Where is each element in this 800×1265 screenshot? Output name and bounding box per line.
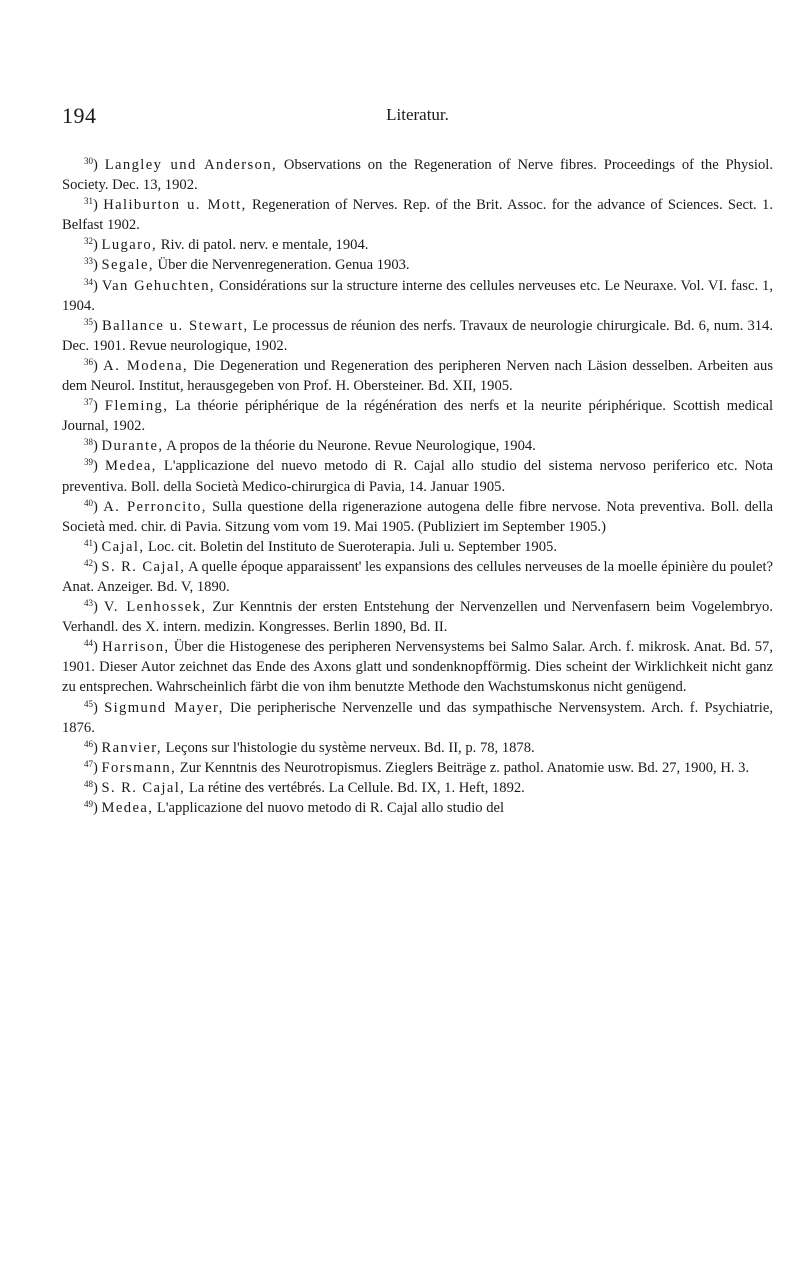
reference-text: La théorie périphérique de la régénération des nerfs et la neurite périphérique. Scottish medical Journal, 1902. (62, 398, 773, 435)
reference-item: $^{36}$) A. Modena, Die Degeneration und Regeneration des peripheren Nerven nach Läsion desselben. Arbeiten aus dem Neurol. Institut, herausgegeben von Prof. H. Obersteiner. Bd. XII, 1905. (62, 356, 774, 395)
reference-number: 41 (84, 537, 93, 548)
reference-item: $^{48}$) S. R. Cajal, La rétine des vertébrés. La Cellule. Bd. IX, 1. Heft, 1892. (84, 778, 525, 796)
reference-item: $^{33}$) Segale, Über die Nervenregeneration. Genua 1903. (84, 256, 410, 274)
reference-text: Le processus de réunion des nerfs. Travaux de neurologie chirurgicale. Bd. 6, num. 314. Dec. 1901. Revue neurologique, 1902. (62, 317, 773, 354)
reference-item: $^{38}$) Durante, A propos de la théorie du Neurone. Revue Neurologique, 1904. (84, 437, 536, 455)
reference-author: Langley und Anderson, (104, 157, 278, 173)
reference-number: 38 (84, 437, 93, 448)
reference-author: Van Gehuchten, (101, 277, 215, 294)
page-header (62, 103, 773, 131)
reference-number: 48 (84, 778, 93, 789)
reference-item: $^{44}$) Harrison, Über die Histogenese des peripheren Nervensystems bei Salmo Salar. Arch. f. mikrosk. Anat. Bd. 57, 1901. Dieser Autor zeichnet das Ende des Axons glatt und sondenknopfförmig. Dies scheint der Wirklichkeit nicht ganz zu entsprechen. Wahrscheinlich färbt die von ihm benutzte Methode den Wachstumskonus nicht genügend. (62, 638, 773, 696)
reference-author: Ranvier, (101, 739, 162, 756)
reference-author: Durante, (101, 438, 164, 455)
reference-item: $^{49}$) Medea, L'applicazione del nuovo metodo di R. Cajal allo studio del (84, 799, 505, 816)
reference-author: Medea, (105, 458, 157, 475)
reference-author: Medea, (101, 800, 154, 816)
reference-text: L'applicazione del nuovo metodo di R. Cajal allo studio del (153, 800, 505, 816)
reference-item: $^{40}$) A. Perroncito, Sulla questione della rigenerazione autogena delle fibre nervose. Nota preventiva. Boll. della Società med. chir. di Pavia. Sitzung vom vom 19. Mai 1905. (Publiziert im September 1905.) (62, 497, 773, 535)
reference-text: Zur Kenntnis des Neurotropismus. Zieglers Beiträge z. pathol. Anatomie usw. Bd. 27, 1900, H. 3. (176, 759, 750, 776)
reference-text: La rétine des vertébrés. La Cellule. Bd. IX, 1. Heft, 1892. (185, 779, 525, 796)
reference-text: Über die Nervenregeneration. Genua 1903. (153, 257, 410, 274)
reference-text: Loc. cit. Boletin del Instituto de Sueroterapia. Juli u. September 1905. (144, 538, 557, 555)
reference-number: 30 (84, 156, 93, 166)
reference-text: A quelle époque apparaissent' les expansions des cellules nerveuses de la moelle épinière du poulet? Anat. Anzeiger. Bd. V, 1890. (62, 558, 773, 595)
reference-text: Sulla questione della rigenerazione autogena delle fibre nervose. Nota preventiva. Boll. della Società med. chir. di Pavia. Sitzung vom vom 19. Mai 1905. (Publiziert im September 1905.) (62, 498, 773, 535)
reference-number: 47 (84, 758, 93, 769)
reference-author: A. Modena, (103, 357, 189, 374)
reference-text: Considérations sur la structure interne des cellules nerveuses etc. Le Neuraxe. Vol. VI. fasc. 1, 1904. (62, 277, 774, 314)
reference-author: Harrison, (102, 639, 170, 656)
running-title: Literatur. (386, 105, 449, 124)
reference-list (62, 155, 773, 818)
reference-text: L'applicazione del nuevo metodo di R. Cajal allo studio del sistema nervoso periferico etc. Nota preventiva. Boll. della Società Medico-chirurgica di Pavia, 14. Januar 1905. (62, 458, 773, 495)
reference-text: Regeneration of Nerves. Rep. of the Brit. Assoc. for the advance of Sciences. Sect. 1. Belfast 1902. (62, 197, 773, 234)
reference-author: Ballance u. Stewart, (102, 317, 249, 334)
reference-number: 40 (84, 497, 93, 508)
reference-number: 39 (84, 457, 93, 468)
reference-number: 45 (84, 698, 93, 709)
reference-item: $^{42}$) S. R. Cajal, A quelle époque apparaissent' les expansions des cellules nerveuses de la moelle épinière du poulet? Anat. Anzeiger. Bd. V, 1890. (62, 557, 773, 595)
reference-author: V. Lenhossek, (103, 599, 207, 616)
reference-author: Fleming, (104, 398, 169, 415)
reference-text: Riv. di patol. nerv. e mentale, 1904. (157, 237, 369, 254)
reference-number: 36 (84, 356, 93, 367)
reference-author: A. Perroncito, (103, 498, 207, 515)
reference-author: Lugaro, (101, 237, 158, 254)
reference-item: $^{43}$) V. Lenhossek, Zur Kenntnis der ersten Entstehung der Nervenzellen und Nervenfasern beim Vogelembryo. Verhandl. des X. intern. medizin. Kongresses. Berlin 1890, Bd. II. (62, 598, 774, 636)
reference-number: 43 (84, 598, 93, 609)
reference-item: $^{35}$) Ballance u. Stewart, Le processus de réunion des nerfs. Travaux de neurologie chirurgicale. Bd. 6, num. 314. Dec. 1901. Revue neurologique, 1902. (62, 316, 773, 354)
reference-number: 49 (84, 799, 93, 809)
reference-text: Zur Kenntnis der ersten Entstehung der Nervenzellen und Nervenfasern beim Vogelembryo. Verhandl. des X. intern. medizin. Kongresses. Berlin 1890, Bd. II. (62, 599, 774, 636)
reference-author: Segale, (101, 257, 154, 274)
reference-author: Forsmann, (101, 759, 177, 776)
reference-number: 37 (84, 397, 93, 408)
reference-item: $^{41}$) Cajal, Loc. cit. Boletin del Instituto de Sueroterapia. Juli u. September 1905. (84, 537, 557, 555)
reference-number: 33 (84, 256, 93, 267)
reference-number: 46 (84, 738, 93, 749)
reference-number: 34 (84, 276, 93, 287)
reference-author: Haliburton u. Mott, (103, 197, 247, 214)
reference-item: $^{39}$) Medea, L'applicazione del nuevo metodo di R. Cajal allo studio del sistema nervoso periferico etc. Nota preventiva. Boll. della Società Medico-chirurgica di Pavia, 14. Januar 1905. (62, 457, 773, 495)
reference-text: A propos de la théorie du Neurone. Revue Neurologique, 1904. (163, 438, 536, 455)
reference-number: 31 (84, 196, 93, 207)
reference-item: $^{47}$) Forsmann, Zur Kenntnis des Neurotropismus. Zieglers Beiträge z. pathol. Anatomie usw. Bd. 27, 1900, H. 3. (84, 758, 750, 776)
reference-text: Die Degeneration und Regeneration des peripheren Nerven nach Läsion desselben. Arbeiten aus dem Neurol. Institut, herausgegeben von Prof. H. Obersteiner. Bd. XII, 1905. (62, 357, 774, 395)
reference-author: Sigmund Mayer, (104, 699, 224, 716)
reference-item: $^{34}$) Van Gehuchten, Considérations sur la structure interne des cellules nerveuses etc. Le Neuraxe. Vol. VI. fasc. 1, 1904. (62, 276, 774, 314)
reference-number: 44 (84, 638, 93, 649)
page-number: 194 (62, 103, 97, 128)
reference-item: $^{30}$) Langley und Anderson, Observations on the Regeneration of Nerve fibres. Proceedings of the Physiol. Society. Dec. 13, 1902. (62, 156, 773, 194)
reference-text: Die peripherische Nervenzelle und das sympathische Nervensystem. Arch. f. Psychiatrie, 1876. (62, 699, 773, 736)
reference-number: 42 (84, 557, 93, 568)
reference-text: Leçons sur l'histologie du système nerveux. Bd. II, p. 78, 1878. (161, 739, 535, 756)
reference-text: Observations on the Regeneration of Nerve fibres. Proceedings of the Physiol. Society. Dec. 13, 1902. (62, 157, 773, 194)
reference-author: S. R. Cajal, (101, 779, 186, 796)
reference-number: 35 (84, 316, 93, 327)
reference-item: $^{45}$) Sigmund Mayer, Die peripherische Nervenzelle und das sympathische Nervensystem. Arch. f. Psychiatrie, 1876. (62, 698, 773, 736)
reference-text: Über die Histogenese des peripheren Nervensystems bei Salmo Salar. Arch. f. mikrosk. Anat. Bd. 57, 1901. Dieser Autor zeichnet das Ende des Axons glatt und sondenknopfförmig. Dies scheint der Wirklichkeit nicht ganz zu entsprechen. Wahrscheinlich färbt die von ihm benutzte Methode den Wachstumskonus nicht genügend. (62, 639, 773, 696)
reference-item: $^{31}$) Haliburton u. Mott, Regeneration of Nerves. Rep. of the Brit. Assoc. for the advance of Sciences. Sect. 1. Belfast 1902. (62, 196, 773, 234)
reference-item: $^{46}$) Ranvier, Leçons sur l'histologie du système nerveux. Bd. II, p. 78, 1878. (84, 738, 535, 756)
reference-author: Cajal, (101, 538, 145, 555)
reference-author: S. R. Cajal, (101, 558, 186, 575)
reference-item: $^{37}$) Fleming, La théorie périphérique de la régénération des nerfs et la neurite périphérique. Scottish medical Journal, 1902. (62, 397, 773, 435)
reference-item: $^{32}$) Lugaro, Riv. di patol. nerv. e mentale, 1904. (84, 236, 369, 254)
reference-number: 32 (84, 236, 93, 247)
